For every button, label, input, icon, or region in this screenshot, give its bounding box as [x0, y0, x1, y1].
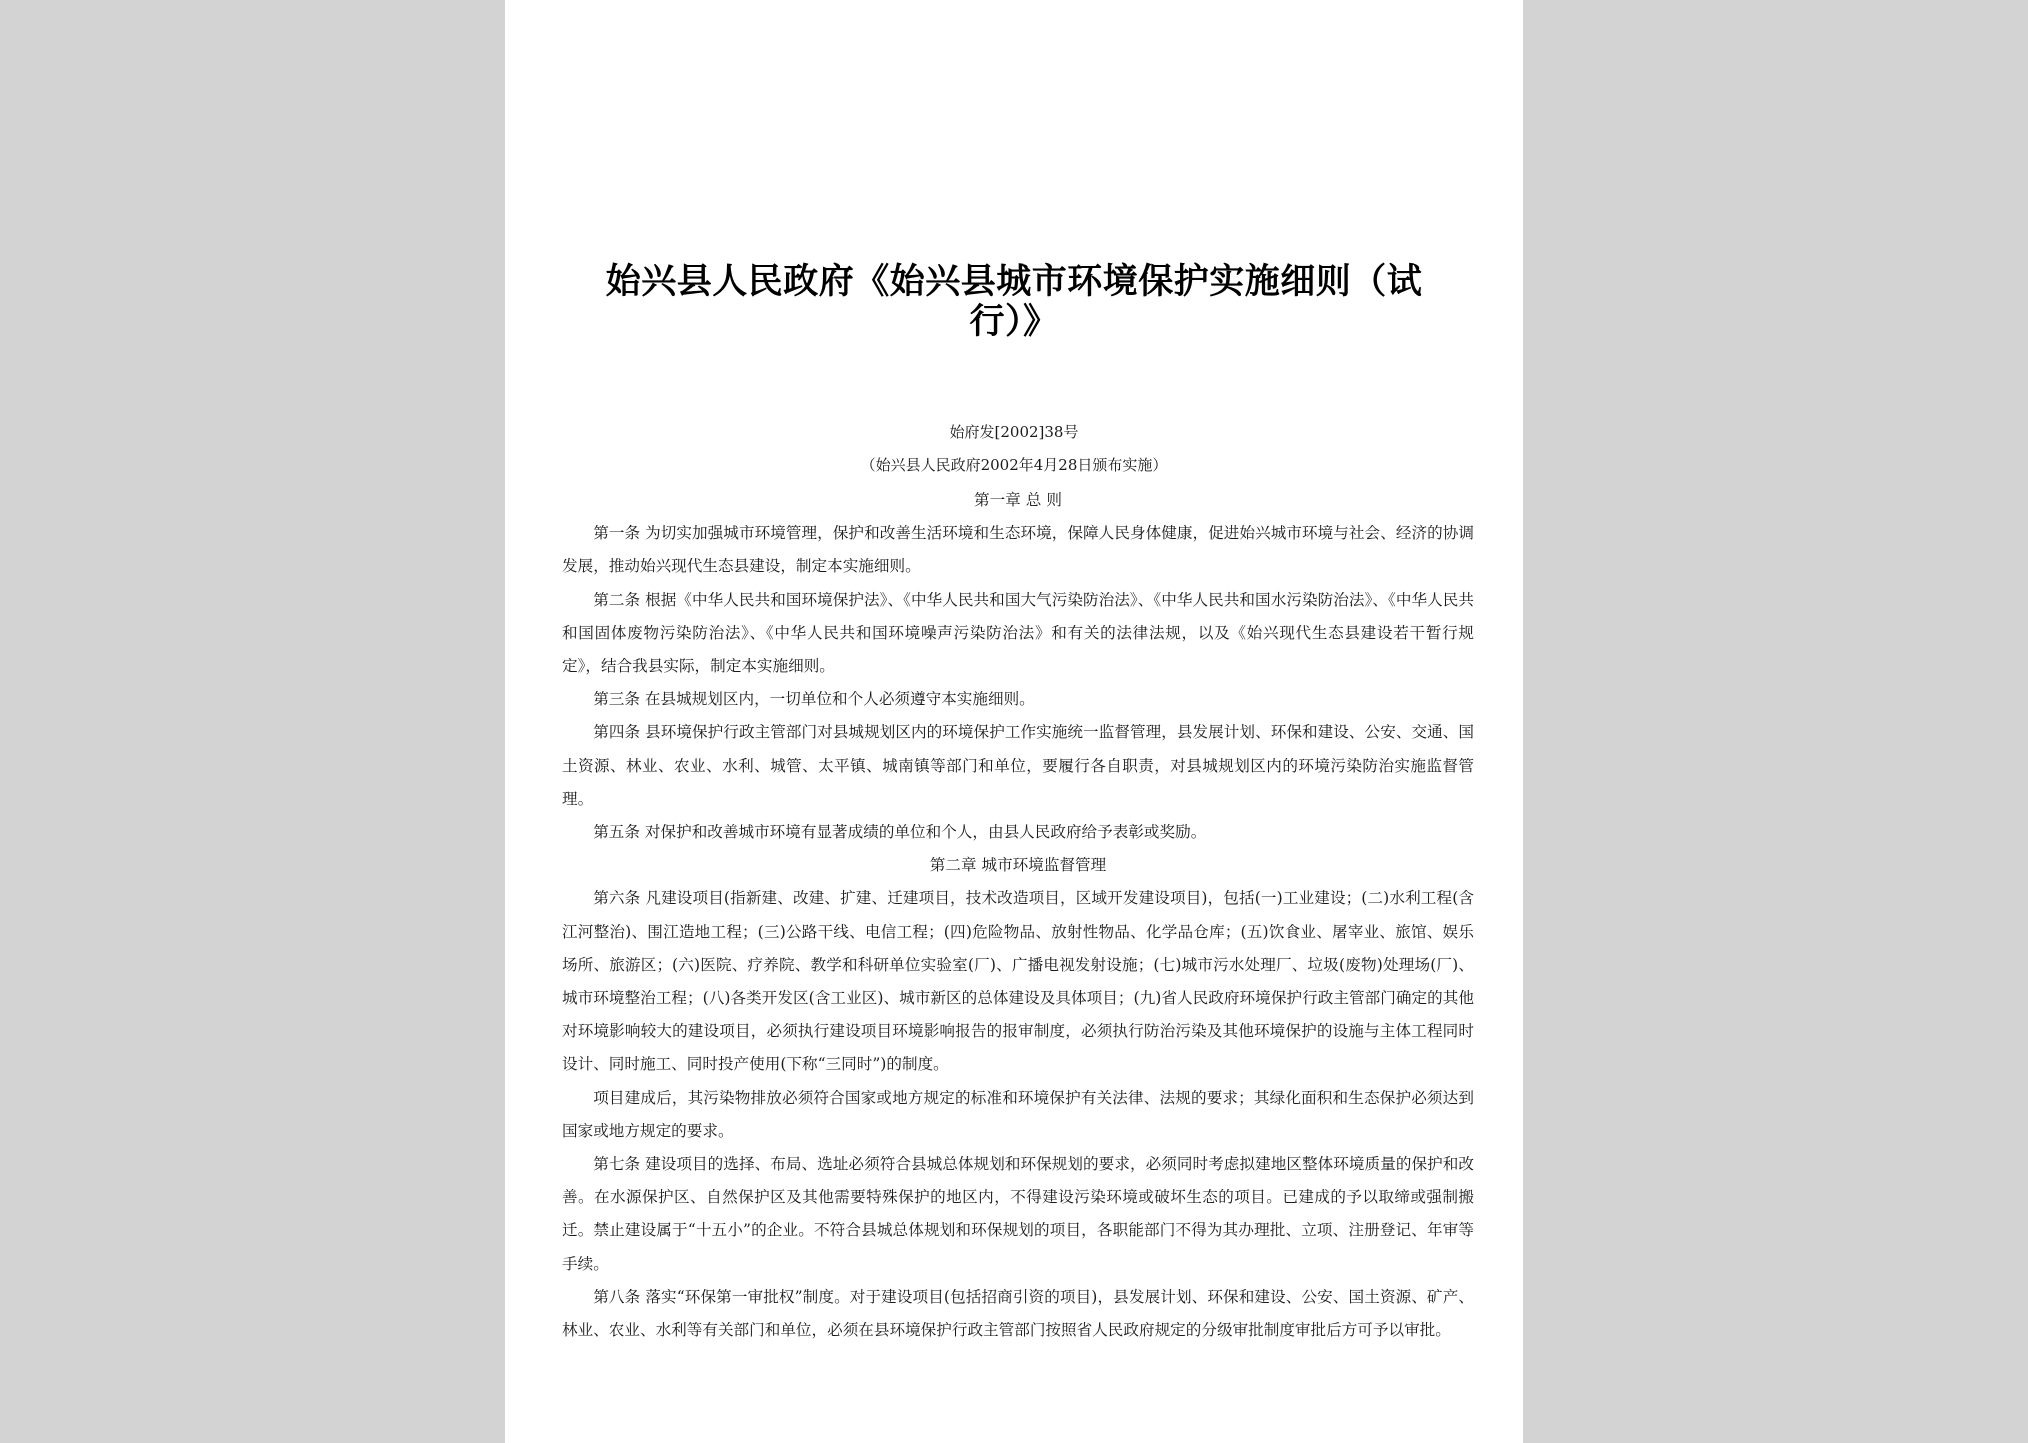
- chapter-heading: 第一章 总 则: [974, 491, 1062, 509]
- article-paragraph: 第五条 对保护和改善城市环境有显著成绩的单位和个人，由县人民政府给予表彰或奖励。: [593, 823, 1207, 842]
- document-number: 始府发[2002]38号: [949, 423, 1079, 441]
- document-body: [562, 484, 1474, 1347]
- article-paragraph: 第七条 建设项目的选择、布局、选址必须符合县城总体规划和环保规划的要求，必须同时考虑拟建地区整体环境质量的保护和改善。在水源保护区、自然保护区及其他需要特殊保护的地区内，不得建设污染环境或破坏生态的项目。已建成的予以取缔或强制搬迁。禁止建设属于“十五小”的企业。不符合县城总体规划和环保规划的项目，各职能部门不得为其办理批、立项、注册登记、年审等手续。: [562, 1155, 1474, 1273]
- article-paragraph: 项目建成后，其污染物排放必须符合国家或地方规定的标准和环境保护有关法律、法规的要求；其绿化面积和生态保护必须达到国家或地方规定的要求。: [562, 1088, 1474, 1140]
- article-paragraph: 第二条 根据《中华人民共和国环境保护法》、《中华人民共和国大气污染防治法》、《中华人民共和国水污染防治法》、《中华人民共和国固体废物污染防治法》、《中华人民共和国环境噪声污染防治法》和有关的法律法规，以及《始兴现代生态县建设若干暂行规定》，结合我县实际，制定本实施细则。: [562, 590, 1474, 676]
- article-paragraph: 第一条 为切实加强城市环境管理，保护和改善生活环境和生态环境，保障人民身体健康，促进始兴城市环境与社会、经济的协调发展，推动始兴现代生态县建设，制定本实施细则。: [562, 524, 1474, 576]
- document-title: 始兴县人民政府《始兴县城市环境保护实施细则（试行）》: [605, 262, 1423, 342]
- chapter-heading: 第二章 城市环境监督管理: [929, 856, 1107, 875]
- document-page: [505, 0, 1523, 1443]
- article-paragraph: 第六条 凡建设项目(指新建、改建、扩建、迁建项目，技术改造项目，区域开发建设项目)，包括(一)工业建设；(二)水利工程(含江河整治)、围江造地工程；(三)公路干线、电信工程；(四)危险物品、放射性物品、化学品仓库；(五)饮食业、屠宰业、旅馆、娱乐场所、旅游区；(六)医院、疗养院、教学和科研单位实验室(厂)、广播电视发射设施；(七)城市污水处理厂、垃圾(废物)处理场(厂)、城市环境整治工程；(八)各类开发区(含工业区)、城市新区的总体建设及具体项目；(九)省人民政府环境保护行政主管部门确定的其他对环境影响较大的建设项目，必须执行建设项目环境影响报告的报审制度，必须执行防治污染及其他环境保护的设施与主体工程同时设计、同时施工、同时投产使用(下称“三同时”)的制度。: [562, 889, 1474, 1074]
- article-paragraph: 第四条 县环境保护行政主管部门对县城规划区内的环境保护工作实施统一监督管理，县发展计划、环保和建设、公安、交通、国土资源、林业、农业、水利、城管、太平镇、城南镇等部门和单位，要履行各自职责，对县城规划区内的环境污染防治实施监督管理。: [562, 723, 1474, 808]
- article-paragraph: 第三条 在县城规划区内，一切单位和个人必须遵守本实施细则。: [593, 690, 1035, 709]
- issue-note: （始兴县人民政府2002年4月28日颁布实施）: [860, 456, 1168, 474]
- article-paragraph: 第八条 落实“环保第一审批权”制度。对于建设项目(包括招商引资的项目)，县发展计划、环保和建设、公安、国土资源、矿产、林业、农业、水利等有关部门和单位，必须在县环境保护行政主管部门按照省人民政府规定的分级审批制度审批后方可予以审批。: [562, 1287, 1474, 1340]
